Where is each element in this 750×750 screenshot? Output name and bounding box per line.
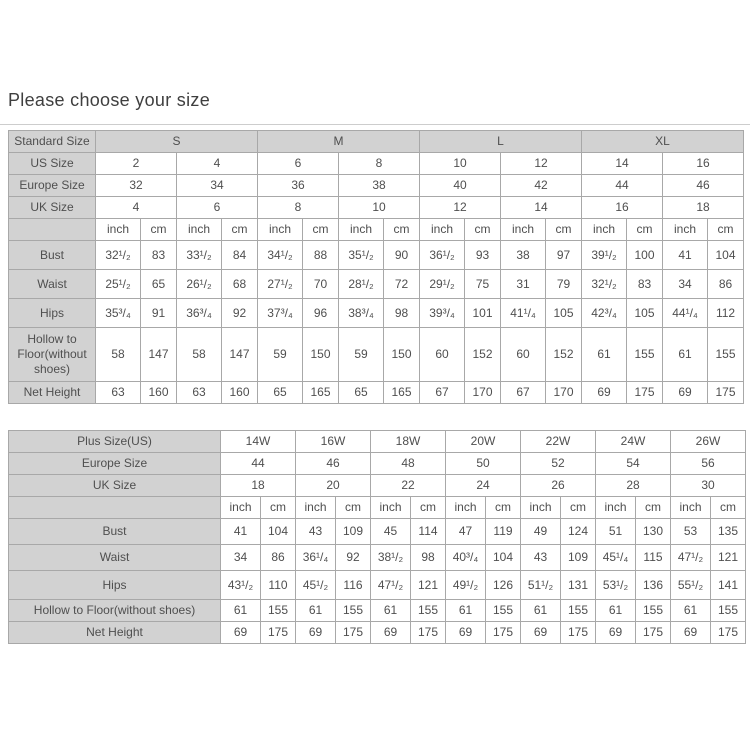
measurement-cell: 104 [486,545,521,571]
unit-header-cell: cm [708,219,744,241]
measurement-cell: 150 [303,328,339,382]
measurement-cell: 170 [546,382,582,404]
unit-header-cell: inch [258,219,303,241]
measurement-cell: 155 [561,600,596,622]
measurement-cell: 155 [261,600,296,622]
measurement-cell: 175 [261,622,296,644]
measurement-cell: 105 [627,299,663,328]
measurement-cell: 97 [546,241,582,270]
measurement-cell: 49 [521,519,561,545]
measurement-cell: 69 [296,622,336,644]
size-value-cell: 18 [663,197,744,219]
measurement-cell: 147 [222,328,258,382]
measurement-cell: 69 [596,622,636,644]
size-value-cell: 6 [258,153,339,175]
measurement-cell: 45¹/₂ [296,571,336,600]
measurement-cell: 37³/₄ [258,299,303,328]
measurement-cell: 70 [303,270,339,299]
size-value-cell: 26 [521,475,596,497]
measurement-cell: 60 [501,328,546,382]
measurement-cell: 155 [486,600,521,622]
measurement-cell: 175 [708,382,744,404]
unit-header-cell: inch [663,219,708,241]
unit-header-cell: inch [501,219,546,241]
row-label: UK Size [9,197,96,219]
unit-header-cell: cm [411,497,446,519]
measurement-cell: 79 [546,270,582,299]
measurement-cell: 65 [339,382,384,404]
measurement-cell: 175 [627,382,663,404]
measurement-cell: 155 [711,600,746,622]
size-value-cell: 52 [521,453,596,475]
row-label: Plus Size(US) [9,431,221,453]
measurement-cell: 58 [96,328,141,382]
measurement-cell: 36³/₄ [177,299,222,328]
measurement-cell: 175 [336,622,371,644]
measurement-cell: 69 [582,382,627,404]
plus-size-table [8,430,746,644]
measurement-cell: 135 [711,519,746,545]
row-label: Waist [9,270,96,299]
size-value-cell: 26W [671,431,746,453]
unit-header-cell: inch [420,219,465,241]
measurement-cell: 41 [221,519,261,545]
row-label: Hollow to Floor(without shoes) [9,600,221,622]
measurement-cell: 86 [261,545,296,571]
measurement-cell: 58 [177,328,222,382]
measurement-cell: 147 [141,328,177,382]
row-label: Europe Size [9,175,96,197]
measurement-cell: 61 [446,600,486,622]
unit-header-cell: cm [636,497,671,519]
unit-header-cell: cm [561,497,596,519]
size-value-cell: 20W [446,431,521,453]
measurement-cell: 69 [221,622,261,644]
size-group-header: S [96,131,258,153]
row-label: Waist [9,545,221,571]
size-value-cell: 12 [501,153,582,175]
measurement-cell: 61 [521,600,561,622]
measurement-cell: 160 [141,382,177,404]
unit-header-cell: inch [596,497,636,519]
size-value-cell: 16 [582,197,663,219]
measurement-cell: 39¹/₂ [582,241,627,270]
standard-size-table [8,130,744,404]
measurement-cell: 93 [465,241,501,270]
measurement-cell: 116 [336,571,371,600]
measurement-cell: 49¹/₂ [446,571,486,600]
measurement-row [9,299,744,328]
measurement-cell: 43 [296,519,336,545]
measurement-row [9,382,744,404]
measurement-cell: 155 [411,600,446,622]
measurement-cell: 38¹/₂ [371,545,411,571]
measurement-cell: 63 [177,382,222,404]
size-value-cell: 16W [296,431,371,453]
measurement-cell: 121 [411,571,446,600]
unit-header-cell: inch [296,497,336,519]
size-row [9,431,746,453]
unit-header-cell: inch [446,497,486,519]
unit-header-row [9,497,746,519]
measurement-cell: 61 [582,328,627,382]
measurement-cell: 175 [411,622,446,644]
measurement-cell: 119 [486,519,521,545]
measurement-cell: 26¹/₂ [177,270,222,299]
size-value-cell: 46 [296,453,371,475]
row-label: Hips [9,571,221,600]
measurement-row [9,241,744,270]
measurement-cell: 105 [546,299,582,328]
measurement-cell: 152 [465,328,501,382]
measurement-cell: 25¹/₂ [96,270,141,299]
size-group-header-row [9,131,744,153]
measurement-cell: 63 [96,382,141,404]
measurement-cell: 126 [486,571,521,600]
measurement-cell: 83 [627,270,663,299]
measurement-cell: 155 [627,328,663,382]
measurement-cell: 150 [384,328,420,382]
size-value-cell: 46 [663,175,744,197]
row-label: Net Height [9,382,96,404]
size-value-cell: 44 [582,175,663,197]
measurement-cell: 170 [465,382,501,404]
measurement-cell: 101 [465,299,501,328]
unit-header-cell: cm [336,497,371,519]
measurement-cell: 121 [711,545,746,571]
unit-header-cell: inch [221,497,261,519]
row-label: Europe Size [9,453,221,475]
measurement-cell: 45¹/₄ [596,545,636,571]
size-value-cell: 50 [446,453,521,475]
measurement-cell: 75 [465,270,501,299]
size-value-cell: 56 [671,453,746,475]
measurement-cell: 65 [258,382,303,404]
measurement-cell: 109 [561,545,596,571]
measurement-row [9,600,746,622]
measurement-cell: 43¹/₂ [221,571,261,600]
size-value-cell: 54 [596,453,671,475]
unit-header-cell: cm [303,219,339,241]
unit-header-cell: cm [627,219,663,241]
measurement-cell: 88 [303,241,339,270]
unit-header-cell: cm [465,219,501,241]
unit-header-cell: cm [711,497,746,519]
measurement-cell: 92 [336,545,371,571]
unit-header-cell: inch [177,219,222,241]
unit-corner-cell [9,219,96,241]
measurement-cell: 45 [371,519,411,545]
size-group-header: XL [582,131,744,153]
size-value-cell: 34 [177,175,258,197]
measurement-cell: 47 [446,519,486,545]
measurement-cell: 141 [711,571,746,600]
measurement-cell: 136 [636,571,671,600]
unit-header-cell: cm [141,219,177,241]
size-value-cell: 16 [663,153,744,175]
size-value-cell: 14W [221,431,296,453]
row-label: Hollow to Floor(without shoes) [9,328,96,382]
measurement-cell: 91 [141,299,177,328]
measurement-cell: 68 [222,270,258,299]
unit-header-cell: cm [222,219,258,241]
unit-header-cell: inch [521,497,561,519]
measurement-cell: 51¹/₂ [521,571,561,600]
size-value-cell: 22W [521,431,596,453]
measurement-cell: 47¹/₂ [371,571,411,600]
measurement-cell: 155 [636,600,671,622]
measurement-cell: 175 [636,622,671,644]
measurement-cell: 160 [222,382,258,404]
unit-corner-cell [9,497,221,519]
size-row [9,153,744,175]
divider-line [0,124,750,125]
measurement-cell: 35³/₄ [96,299,141,328]
measurement-cell: 36¹/₂ [420,241,465,270]
measurement-cell: 152 [546,328,582,382]
measurement-cell: 90 [384,241,420,270]
size-value-cell: 14 [501,197,582,219]
measurement-row [9,622,746,644]
measurement-cell: 41 [663,241,708,270]
measurement-row [9,270,744,299]
measurement-row [9,519,746,545]
unit-header-cell: cm [546,219,582,241]
unit-header-cell: cm [486,497,521,519]
measurement-cell: 27¹/₂ [258,270,303,299]
measurement-cell: 83 [141,241,177,270]
measurement-cell: 175 [711,622,746,644]
size-value-cell: 12 [420,197,501,219]
measurement-cell: 100 [627,241,663,270]
row-label: Bust [9,519,221,545]
size-row [9,197,744,219]
measurement-cell: 86 [708,270,744,299]
measurement-cell: 175 [486,622,521,644]
measurement-row [9,545,746,571]
measurement-cell: 114 [411,519,446,545]
measurement-cell: 155 [708,328,744,382]
row-label: Net Height [9,622,221,644]
measurement-cell: 36¹/₄ [296,545,336,571]
size-group-header: M [258,131,420,153]
measurement-cell: 47¹/₂ [671,545,711,571]
size-value-cell: 18W [371,431,446,453]
measurement-cell: 38³/₄ [339,299,384,328]
unit-header-cell: inch [96,219,141,241]
measurement-cell: 65 [141,270,177,299]
size-value-cell: 8 [339,153,420,175]
measurement-cell: 92 [222,299,258,328]
size-value-cell: 44 [221,453,296,475]
unit-header-cell: inch [671,497,711,519]
measurement-cell: 69 [371,622,411,644]
row-label: Hips [9,299,96,328]
measurement-cell: 110 [261,571,296,600]
size-row [9,453,746,475]
measurement-cell: 165 [303,382,339,404]
measurement-cell: 31 [501,270,546,299]
size-value-cell: 36 [258,175,339,197]
size-value-cell: 48 [371,453,446,475]
measurement-cell: 53¹/₂ [596,571,636,600]
measurement-cell: 115 [636,545,671,571]
measurement-cell: 124 [561,519,596,545]
measurement-cell: 104 [708,241,744,270]
size-value-cell: 28 [596,475,671,497]
measurement-cell: 67 [420,382,465,404]
measurement-cell: 130 [636,519,671,545]
measurement-cell: 51 [596,519,636,545]
measurement-cell: 34 [221,545,261,571]
measurement-row [9,571,746,600]
measurement-cell: 112 [708,299,744,328]
measurement-cell: 61 [371,600,411,622]
size-row [9,475,746,497]
size-value-cell: 10 [339,197,420,219]
row-label: UK Size [9,475,221,497]
size-value-cell: 14 [582,153,663,175]
measurement-cell: 69 [521,622,561,644]
measurement-cell: 165 [384,382,420,404]
unit-header-cell: inch [371,497,411,519]
measurement-cell: 59 [258,328,303,382]
measurement-cell: 61 [663,328,708,382]
measurement-cell: 61 [671,600,711,622]
corner-header-cell: Standard Size [9,131,96,153]
size-value-cell: 4 [177,153,258,175]
unit-header-cell: inch [339,219,384,241]
measurement-cell: 32¹/₂ [96,241,141,270]
measurement-cell: 69 [446,622,486,644]
measurement-cell: 35¹/₂ [339,241,384,270]
size-value-cell: 32 [96,175,177,197]
measurement-cell: 69 [663,382,708,404]
measurement-cell: 40³/₄ [446,545,486,571]
measurement-cell: 109 [336,519,371,545]
measurement-row [9,328,744,382]
unit-header-cell: cm [384,219,420,241]
measurement-cell: 155 [336,600,371,622]
unit-header-row [9,219,744,241]
row-label: US Size [9,153,96,175]
measurement-cell: 175 [561,622,596,644]
measurement-cell: 43 [521,545,561,571]
measurement-cell: 69 [671,622,711,644]
measurement-cell: 60 [420,328,465,382]
measurement-cell: 104 [261,519,296,545]
measurement-cell: 61 [221,600,261,622]
measurement-cell: 84 [222,241,258,270]
measurement-cell: 98 [384,299,420,328]
measurement-cell: 42³/₄ [582,299,627,328]
measurement-cell: 34¹/₂ [258,241,303,270]
size-value-cell: 18 [221,475,296,497]
measurement-cell: 98 [411,545,446,571]
size-value-cell: 10 [420,153,501,175]
size-group-header: L [420,131,582,153]
size-value-cell: 24W [596,431,671,453]
measurement-cell: 55¹/₂ [671,571,711,600]
size-value-cell: 30 [671,475,746,497]
size-value-cell: 6 [177,197,258,219]
measurement-cell: 96 [303,299,339,328]
measurement-cell: 72 [384,270,420,299]
size-value-cell: 20 [296,475,371,497]
measurement-cell: 34 [663,270,708,299]
size-value-cell: 2 [96,153,177,175]
size-value-cell: 42 [501,175,582,197]
measurement-cell: 131 [561,571,596,600]
row-label: Bust [9,241,96,270]
measurement-cell: 29¹/₂ [420,270,465,299]
measurement-cell: 38 [501,241,546,270]
measurement-cell: 28¹/₂ [339,270,384,299]
measurement-cell: 32¹/₂ [582,270,627,299]
size-value-cell: 4 [96,197,177,219]
unit-header-cell: inch [582,219,627,241]
measurement-cell: 59 [339,328,384,382]
size-value-cell: 22 [371,475,446,497]
measurement-cell: 61 [296,600,336,622]
measurement-cell: 61 [596,600,636,622]
measurement-cell: 67 [501,382,546,404]
unit-header-cell: cm [261,497,296,519]
measurement-cell: 33¹/₂ [177,241,222,270]
size-value-cell: 40 [420,175,501,197]
size-value-cell: 24 [446,475,521,497]
size-value-cell: 38 [339,175,420,197]
measurement-cell: 53 [671,519,711,545]
measurement-cell: 39³/₄ [420,299,465,328]
page-title: Please choose your size [8,90,211,110]
size-value-cell: 8 [258,197,339,219]
measurement-cell: 44¹/₄ [663,299,708,328]
measurement-cell: 41¹/₄ [501,299,546,328]
size-row [9,175,744,197]
